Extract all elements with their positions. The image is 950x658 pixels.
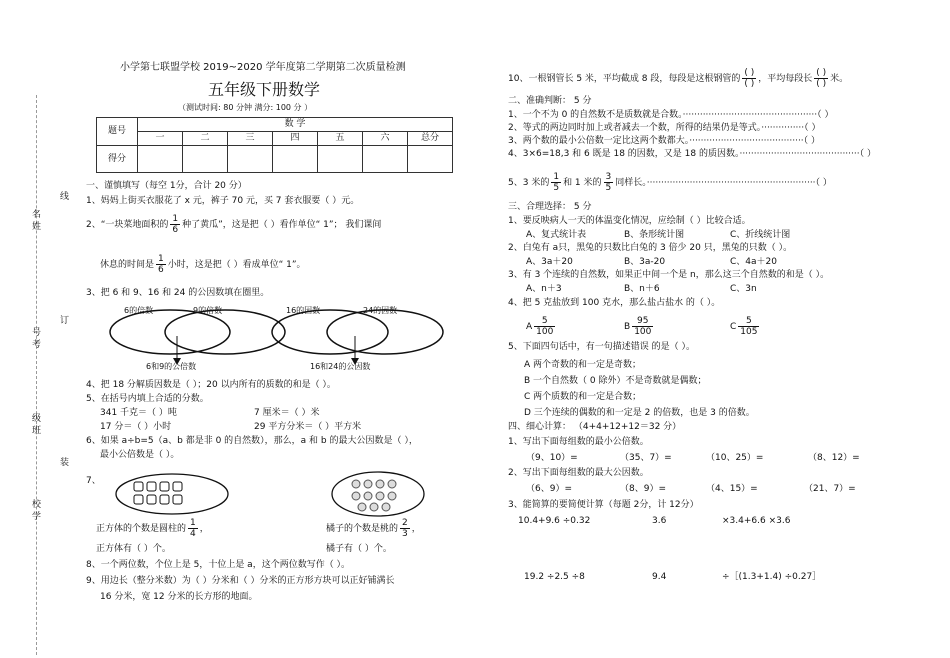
calc-expr: 19.2 ÷2.5 ÷8 bbox=[524, 572, 585, 582]
choice-5-a[interactable]: A 两个奇数的和一定是奇数； bbox=[524, 360, 642, 370]
choice-2-a[interactable]: A、3a＋20 bbox=[526, 257, 573, 267]
choice-5-d[interactable]: D 三个连续的偶数的和一定是 2 的倍数，也是 3 的倍数。 bbox=[524, 408, 755, 418]
margin-label-xiao: 校 bbox=[32, 500, 42, 510]
question-7c bbox=[326, 518, 421, 539]
lcm-item: （9、10）= bbox=[526, 453, 578, 463]
choice-4-a[interactable] bbox=[526, 316, 557, 337]
margin-label-ban: 班 bbox=[32, 426, 42, 436]
frac-den: ( ) bbox=[816, 79, 827, 89]
section-3-title: 三、合理选择： 5 分 bbox=[508, 202, 592, 212]
section-4-title: 四、细心计算： （4+4+12+12＝32 分） bbox=[508, 422, 682, 432]
choice-3-c[interactable]: C、3n bbox=[730, 284, 757, 294]
venn-ellipse bbox=[165, 310, 285, 354]
choice-4-c[interactable] bbox=[730, 316, 761, 337]
choice-5-c[interactable]: C 两个质数的和一定是合数； bbox=[524, 392, 642, 402]
margin-label-ding: 订 bbox=[60, 316, 70, 326]
score-cell[interactable] bbox=[138, 146, 183, 173]
frac-den: 100 bbox=[536, 327, 554, 337]
score-col: 一 bbox=[138, 132, 183, 146]
gcd-item: （6、9）= bbox=[526, 484, 572, 494]
choice-5-b[interactable]: B 一个自然数（ 0 除外）不是奇数就是偶数； bbox=[524, 376, 707, 386]
gcd-item: （8、9）= bbox=[620, 484, 666, 494]
calc-3: 3、能简算的要简便计算（每题 2分，计 12分） bbox=[508, 500, 699, 510]
question-6b: 最小公倍数是（ ）。 bbox=[100, 450, 180, 460]
question-7b: 正方体有（ ）个。 bbox=[96, 544, 171, 554]
venn-ellipse bbox=[272, 310, 388, 354]
frac-den: ( ) bbox=[744, 79, 755, 89]
cylinder-icons bbox=[134, 482, 182, 504]
frac-num: 3 bbox=[605, 172, 612, 182]
judge-5 bbox=[508, 172, 832, 193]
choice-3-b[interactable]: B、n＋6 bbox=[624, 284, 660, 294]
score-table-subject: 数 学 bbox=[138, 118, 453, 132]
margin-label-kao: 考 bbox=[32, 340, 42, 350]
question-8: 8、一个两位数，个位上是 5，十位上是 a，这个两位数写作（ ）。 bbox=[86, 560, 351, 570]
lcm-item: （10、25）= bbox=[706, 453, 764, 463]
j5-text: 5、3 米的 bbox=[508, 178, 550, 188]
venn1-right-label: 9的倍数 bbox=[193, 306, 223, 315]
question-2-cont bbox=[100, 254, 306, 275]
calc-2: 2、写出下面每组数的最大公因数。 bbox=[508, 468, 649, 478]
j5-text: 同样长。···························································（ ） bbox=[615, 178, 832, 188]
question-7a bbox=[96, 518, 209, 539]
margin-label-ji: 级 bbox=[32, 414, 42, 424]
section-2-title: 二、准确判断： 5 分 bbox=[508, 96, 592, 106]
frac-num: ( ) bbox=[744, 68, 755, 78]
question-5c: 17 分＝（ ）小时 bbox=[100, 422, 172, 432]
venn2-right-label: 24的因数 bbox=[363, 306, 398, 315]
score-cell[interactable] bbox=[183, 146, 228, 173]
choice-5: 5、下面四句话中，有一句描述错误 的是（ ）。 bbox=[508, 342, 695, 352]
question-2 bbox=[86, 214, 381, 235]
question-5b: 7 厘米＝（ ）米 bbox=[254, 408, 320, 418]
choice-1-b[interactable]: B、条形统计图 bbox=[624, 230, 685, 240]
binding-line bbox=[36, 95, 37, 655]
frac-den: 5 bbox=[605, 183, 612, 193]
blank-fraction[interactable] bbox=[814, 68, 828, 89]
gcd-item: （4、15）= bbox=[706, 484, 758, 494]
fraction bbox=[534, 316, 555, 337]
frac-num: ( ) bbox=[816, 68, 827, 78]
frac-num: 5 bbox=[534, 316, 555, 327]
q10-text: ，平均每段长 bbox=[758, 74, 813, 84]
frac-num: 1 bbox=[553, 172, 560, 182]
frac-den: 100 bbox=[634, 327, 652, 337]
section-1-title: 一、谨慎填写（每空 1分，合计 20 分） bbox=[86, 181, 247, 191]
option-label: C bbox=[730, 322, 737, 332]
score-col: 三 bbox=[228, 132, 273, 146]
fraction bbox=[188, 518, 198, 539]
choice-2: 2、白兔有 a只，黑兔的只数比白兔的 3 倍少 20 只，黑兔的只数（ ）。 bbox=[508, 243, 793, 253]
q7-pictures bbox=[112, 470, 472, 520]
fraction bbox=[400, 518, 410, 539]
frac-den: 105 bbox=[740, 327, 758, 337]
frac-num: 2 bbox=[402, 518, 408, 528]
margin-label-ming: 名 bbox=[32, 210, 42, 220]
fraction bbox=[551, 172, 561, 193]
q7-text: 正方体的个数是圆柱的 bbox=[96, 524, 187, 534]
question-5d: 29 平方分米＝（ ）平方米 bbox=[254, 422, 362, 432]
venn-ellipse bbox=[327, 310, 443, 354]
frac-num: 1 bbox=[172, 214, 179, 224]
venn1-bottom-label: 6和9的公倍数 bbox=[146, 362, 197, 371]
judge-2: 2、等式的两边同时加上或者减去一个数，所得的结果仍是等式。···············（ ） bbox=[508, 123, 821, 133]
q2-text: 小时，这是把（ ）看成单位“ 1”。 bbox=[167, 260, 306, 270]
calc-expr: 9.4 bbox=[652, 572, 667, 582]
choice-1: 1、要反映病人一天的体温变化情况，应绘制（ ）比较合适。 bbox=[508, 216, 751, 226]
frac-num: 95 bbox=[632, 316, 653, 327]
option-label: A bbox=[526, 322, 533, 332]
score-col: 五 bbox=[318, 132, 363, 146]
frac-num: 5 bbox=[738, 316, 759, 327]
blank-fraction[interactable] bbox=[742, 68, 756, 89]
score-cell[interactable] bbox=[273, 146, 318, 173]
calc-expr: 10.4+9.6 ÷0.32 bbox=[518, 516, 591, 526]
judge-4: 4、3×6=18,3 和 6 既是 18 的因数，又是 18 的质因数。··········································（ ） bbox=[508, 149, 876, 159]
choice-3: 3、有 3 个连续的自然数，如果正中间一个是 n，那么这三个自然数的和是（ ）。 bbox=[508, 270, 830, 280]
choice-1-a[interactable]: A、复式统计表 bbox=[526, 230, 587, 240]
question-5: 5、在括号内填上合适的分数。 bbox=[86, 394, 209, 404]
frac-den: 4 bbox=[190, 529, 196, 539]
q2-text: 2、“一块菜地面积的 bbox=[86, 220, 169, 230]
fraction bbox=[170, 214, 180, 235]
fraction bbox=[604, 172, 614, 193]
judge-1: 1、一个不为 0 的自然数不是质数就是合数。···············································（ ） bbox=[508, 110, 834, 120]
question-3: 3、把 6 和 9、16 和 24 的公因数填在圈里。 bbox=[86, 288, 270, 298]
q2-text: 种了黄瓜”，这是把（ ）看作单位“ 1”； 我们课间 bbox=[182, 220, 382, 230]
choice-1-c[interactable]: C、折线统计图 bbox=[730, 230, 791, 240]
lcm-item: （8、12）= bbox=[808, 453, 860, 463]
page-title: 五年级下册数学 bbox=[208, 80, 321, 99]
frac-den: 5 bbox=[553, 183, 560, 193]
calc-expr: ×3.4+6.6 ×3.6 bbox=[722, 516, 791, 526]
frac-num: 1 bbox=[158, 254, 164, 264]
choice-2-b[interactable]: B、3a-20 bbox=[624, 257, 666, 267]
question-10 bbox=[508, 68, 848, 89]
option-label: B bbox=[624, 322, 631, 332]
frac-num: 1 bbox=[190, 518, 196, 528]
margin-label-xue: 学 bbox=[32, 512, 42, 522]
q10-text: 米。 bbox=[830, 74, 849, 84]
frac-den: 6 bbox=[172, 225, 179, 235]
score-cell[interactable] bbox=[228, 146, 273, 173]
choice-4: 4、把 5 克盐放到 100 克水，那么盐占盐水 的（ ）。 bbox=[508, 298, 721, 308]
score-cell[interactable] bbox=[318, 146, 363, 173]
fraction bbox=[156, 254, 166, 275]
frac-den: 6 bbox=[158, 265, 164, 275]
exam-info: （测试时间: 80 分钟 满分: 100 分 ） bbox=[178, 103, 313, 112]
venn-ellipse bbox=[110, 310, 230, 354]
choice-4-b[interactable] bbox=[624, 316, 655, 337]
margin-label-hao: 号 bbox=[32, 328, 42, 338]
question-1: 1、妈妈上街买衣服花了 x 元，裤子 70 元，买 7 套衣服要（ ）元。 bbox=[86, 196, 360, 206]
margin-label-xian: 线 bbox=[60, 192, 70, 202]
cylinder-group-ellipse bbox=[116, 474, 228, 514]
choice-3-a[interactable]: A、n＋3 bbox=[526, 284, 562, 294]
score-col: 六 bbox=[363, 132, 408, 146]
q7-text: ， bbox=[199, 524, 209, 534]
margin-label-zhuang: 装 bbox=[60, 458, 70, 468]
venn2-bottom-label: 16和24的公因数 bbox=[310, 362, 371, 371]
q10-text: 10、一根钢管长 5 米，平均截成 8 段，每段是这根钢管的 bbox=[508, 74, 741, 84]
score-col: 四 bbox=[273, 132, 318, 146]
question-7: 7、 bbox=[86, 476, 101, 486]
calc-expr: 3.6 bbox=[652, 516, 667, 526]
calc-expr: ÷［(1.3+1.4) ÷0.27］ bbox=[722, 572, 822, 582]
venn1-left-label: 6的倍数 bbox=[124, 306, 154, 315]
question-9b: 16 分米，宽 12 分米的长方形的地面。 bbox=[100, 592, 258, 602]
gcd-item: （21、7）= bbox=[804, 484, 856, 494]
calc-1: 1、写出下面每组数的最小公倍数。 bbox=[508, 437, 649, 447]
score-col: 总分 bbox=[408, 132, 453, 146]
school-header: 小学第七联盟学校 2019~2020 学年度第二学期第二次质量检测 bbox=[120, 62, 406, 73]
question-6: 6、如果 a÷b=5（a、b 都是非 0 的自然数），那么，a 和 b 的最大公因数是（ ）， bbox=[86, 436, 418, 446]
question-4: 4、把 18 分解质因数是（ ）；20 以内所有的质数的和是（ ）。 bbox=[86, 380, 336, 390]
fraction bbox=[632, 316, 653, 337]
question-5a: 341 千克＝（ ）吨 bbox=[100, 408, 177, 418]
score-table bbox=[96, 117, 453, 173]
choice-2-c[interactable]: C、4a＋20 bbox=[730, 257, 777, 267]
margin-label-xing: 姓 bbox=[32, 222, 42, 232]
score-row-label: 得分 bbox=[97, 146, 138, 173]
fraction bbox=[738, 316, 759, 337]
lcm-item: （35、7）= bbox=[620, 453, 672, 463]
score-cell[interactable] bbox=[408, 146, 453, 173]
score-table-header-label: 题号 bbox=[97, 118, 138, 146]
q2-text: 休息的时间是 bbox=[100, 260, 155, 270]
question-7d: 橘子有（ ）个。 bbox=[326, 544, 392, 554]
j5-text: 和 1 米的 bbox=[563, 178, 602, 188]
score-cell[interactable] bbox=[363, 146, 408, 173]
score-col: 二 bbox=[183, 132, 228, 146]
venn2-left-label: 16的因数 bbox=[286, 306, 321, 315]
judge-3: 3、两个数的最小公倍数一定比这两个数都大。········································（ ） bbox=[508, 136, 821, 146]
peach-icons bbox=[352, 480, 396, 511]
frac-den: 3 bbox=[402, 529, 408, 539]
q7-text: 橘子的个数是桃的 bbox=[326, 524, 399, 534]
question-9: 9、用边长（整分米数）为（ ）分米和（ ）分米的正方形方块可以正好铺满长 bbox=[86, 576, 395, 586]
q7-text: ， bbox=[411, 524, 421, 534]
